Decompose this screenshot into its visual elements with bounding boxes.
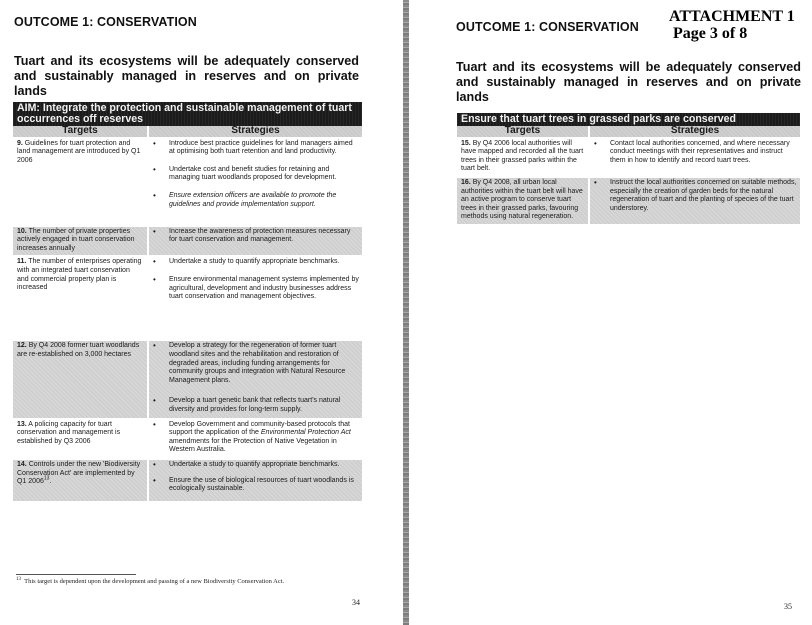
table-row xyxy=(13,138,362,226)
targets-header: Targets xyxy=(13,126,148,138)
strategies-cell xyxy=(148,459,362,501)
outcome-goal: Tuart and its ecosystems will be adequately conserved and sustainably managed in reserves and on private lands xyxy=(456,60,801,104)
page-number: 35 xyxy=(784,602,792,611)
aim-heading: Ensure that tuart trees in grassed parks are conserved xyxy=(457,113,800,126)
table-row xyxy=(13,459,362,501)
right-page xyxy=(409,0,812,625)
strategy-item: • Undertake a study to quantify appropriate benchmarks. xyxy=(153,258,359,267)
table-row xyxy=(13,419,362,459)
target-cell: 10. The number of private properties actively engaged in tuart conservation increases annually xyxy=(13,226,148,257)
target-cell: 13. A policing capacity for tuart conservation and management is established by Q3 2006 xyxy=(13,419,148,459)
attachment-page-count: Page 3 of 8 xyxy=(673,25,748,42)
targets-header: Targets xyxy=(457,126,589,138)
target-cell: 16. By Q4 2008, all urban local authorities within the tuart belt will have an active program to conserve tuart trees in their grassed parks, favouring methods using natural regeneration. xyxy=(457,177,589,224)
strategy-item: • Develop a tuart genetic bank that reflects tuart's natural diversity and provides for long-term supply. xyxy=(153,397,359,414)
target-cell: 11. The number of enterprises operating with an integrated tuart conservation and commercial property plan is increased xyxy=(13,256,148,340)
targets-strategies-table xyxy=(13,102,362,501)
strategy-item: • Introduce best practice guidelines for land managers aimed at optimising both tuart retention and land productivity. xyxy=(153,140,359,157)
footnote-divider xyxy=(16,574,136,575)
strategies-cell xyxy=(148,340,362,418)
left-page xyxy=(0,0,403,625)
target-cell: 12. By Q4 2008 former tuart woodlands are re-established on 3,000 hectares xyxy=(13,340,148,418)
table-row xyxy=(13,256,362,340)
target-cell: 15. By Q4 2006 local authorities will have mapped and recorded all the tuart trees in their grassed parks within the tuart belt. xyxy=(457,138,589,177)
strategy-item: • Ensure extension officers are available to promote the guidelines and provide implementation support. xyxy=(153,192,359,209)
strategies-header: Strategies xyxy=(589,126,800,138)
target-cell: 9. Guidelines for tuart protection and land management are introduced by Q1 2006 xyxy=(13,138,148,226)
strategies-cell xyxy=(148,138,362,226)
strategy-item: • Develop Government and community-based protocols that support the application of the Environmental Protection Act amendments for the Protection of Native Vegetation in Western Australia. xyxy=(153,421,359,455)
table-row xyxy=(13,340,362,418)
table-row xyxy=(457,138,800,177)
strategy-item: • Undertake cost and benefit studies for retaining and managing tuart woodlands proposed for development. xyxy=(153,166,359,183)
strategy-item: • Undertake a study to quantify appropriate benchmarks. xyxy=(153,461,359,470)
strategy-item: • Ensure the use of biological resources of tuart woodlands is ecologically sustainable. xyxy=(153,477,359,494)
strategies-cell xyxy=(148,419,362,459)
outcome-goal: Tuart and its ecosystems will be adequately conserved and sustainably managed in reserves and on private lands xyxy=(14,54,359,98)
strategies-cell xyxy=(148,226,362,257)
strategy-item: • Develop a strategy for the regeneration of former tuart woodland sites and the rehabilitation and restoration of degraded areas, including funding arrangements for community groups and integration with Natural Resource Management plans. xyxy=(153,342,359,385)
outcome-title: OUTCOME 1: CONSERVATION xyxy=(456,20,639,34)
strategies-header: Strategies xyxy=(148,126,362,138)
targets-strategies-table xyxy=(457,113,800,224)
strategies-cell xyxy=(148,256,362,340)
aim-heading: AIM: Integrate the protection and sustainable management of tuart occurrences off reserves xyxy=(13,102,362,126)
footnote-ref[interactable]: 13 xyxy=(43,475,50,482)
strategy-item: • Contact local authorities concerned, and where necessary conduct meetings with their representatives and instruct them in how to identify and record tuart trees. xyxy=(594,140,797,166)
act-name: Environmental Protection Act xyxy=(260,429,351,437)
strategy-item: • Increase the awareness of protection measures necessary for tuart conservation and management. xyxy=(153,228,359,245)
strategy-item: • Ensure environmental management systems implemented by agricultural, development and industry businesses address tuart conservation and management objectives. xyxy=(153,276,359,302)
footnote: $^{13}$ This target is dependent upon the development and passing of a new Biodiversity Conservation Act. xyxy=(16,576,285,585)
page-number: 34 xyxy=(352,598,360,607)
strategy-item: • Instruct the local authorities concerned on suitable methods, especially the creation of garden beds for the natural regeneration of tuart and the planting of species of the tuart understorey. xyxy=(594,179,797,213)
table-row xyxy=(457,177,800,224)
attachment-label: ATTACHMENT 1 xyxy=(669,8,795,25)
outcome-title: OUTCOME 1: CONSERVATION xyxy=(14,15,197,29)
target-cell: 14. Controls under the new 'Biodiversity Conservation Act' are implemented by Q1 2006$^{13}$. xyxy=(13,459,148,501)
strategies-cell xyxy=(589,138,800,177)
table-row xyxy=(13,226,362,257)
strategies-cell xyxy=(589,177,800,224)
